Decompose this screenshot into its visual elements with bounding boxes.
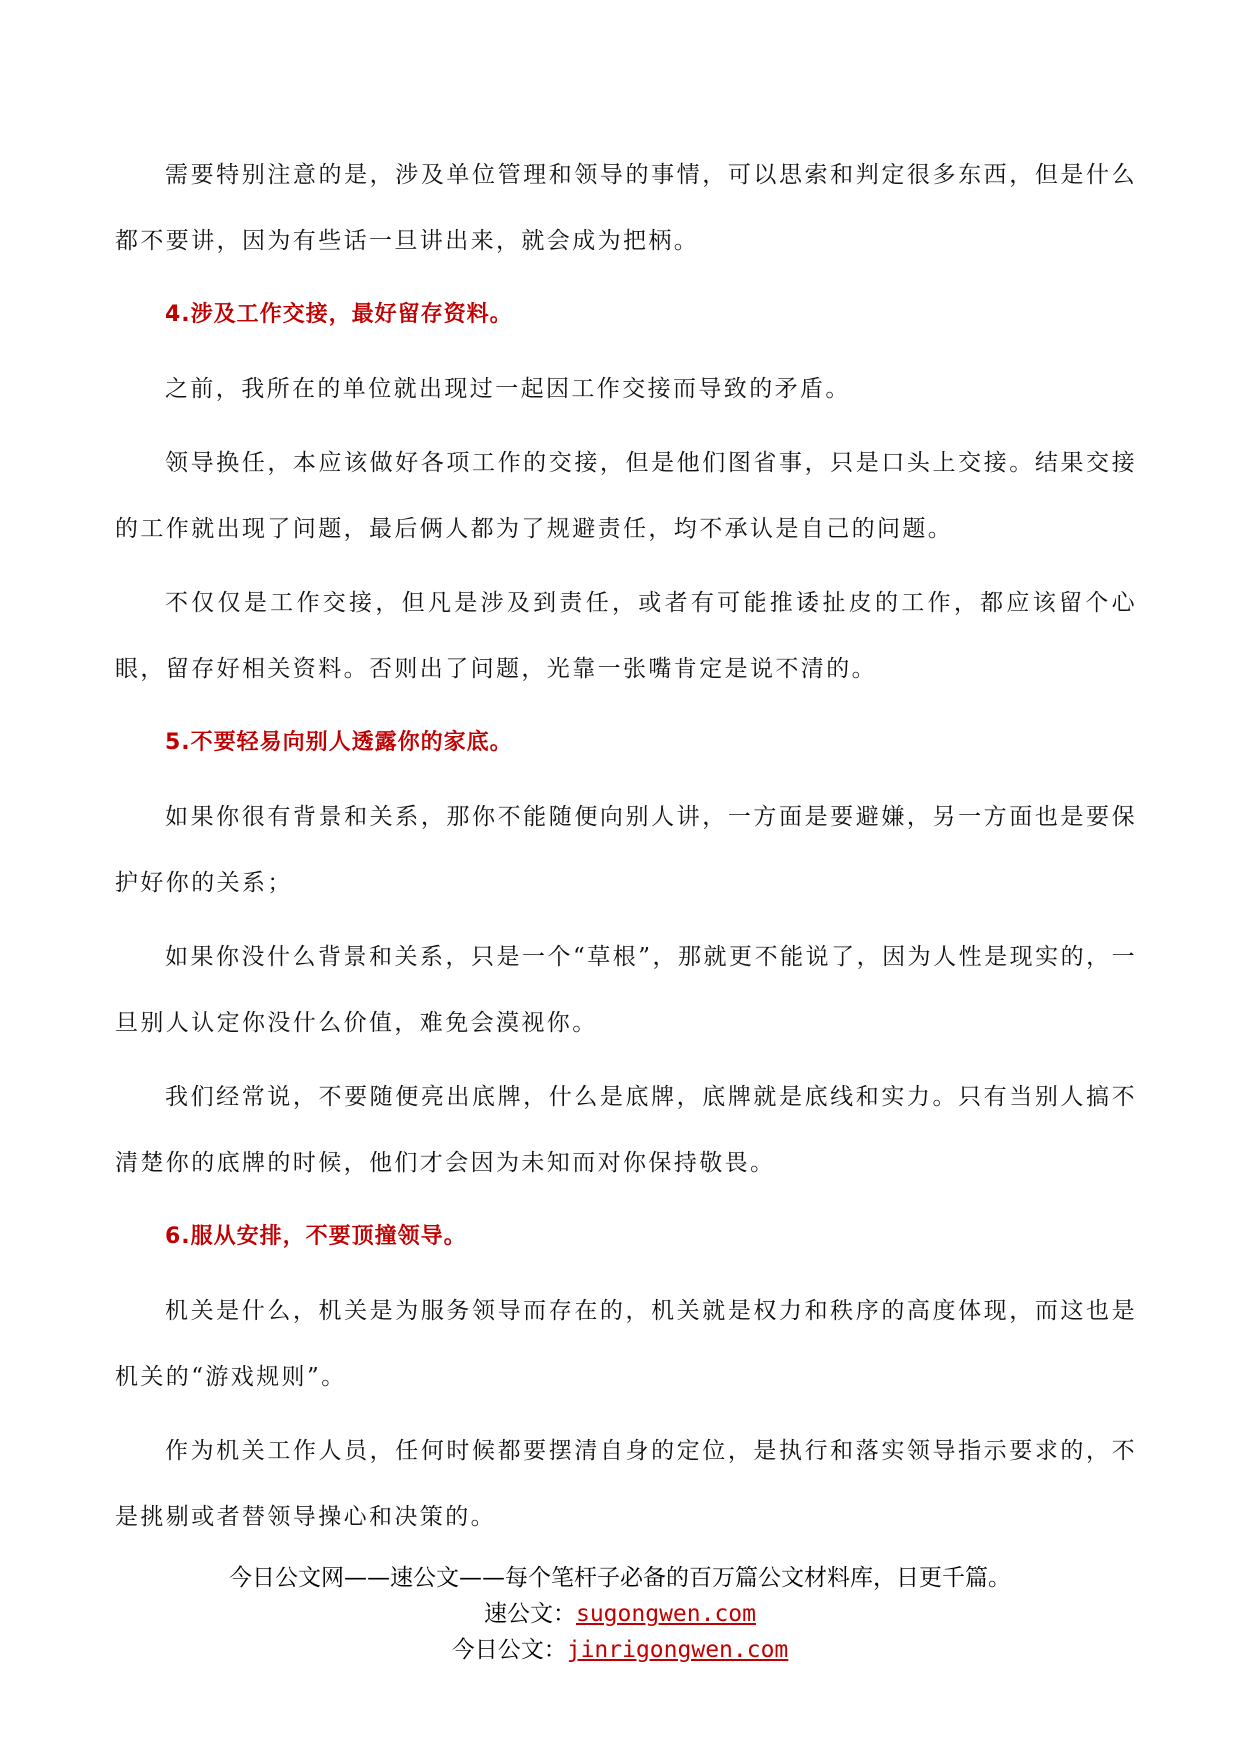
footer-line-sugongwen: [0, 1596, 1240, 1632]
document-body: [115, 142, 1137, 1558]
footer-label-sugongwen: 速公文：: [483, 1601, 576, 1627]
section-heading-4: 4.涉及工作交接，最好留存资料。: [165, 302, 513, 327]
jinrigongwen-link[interactable]: jinrigongwen.com: [566, 1637, 789, 1663]
footer-label-jinrigongwen: 今日公文：: [451, 1637, 567, 1663]
page-footer: [0, 1560, 1240, 1668]
paragraph: 领导换任，本应该做好各项工作的交接，但是他们图省事，只是口头上交接。结果交接的工作就出现了问题，最后俩人都为了规避责任，均不承认是自己的问题。: [115, 450, 1137, 542]
paragraph: 之前，我所在的单位就出现过一起因工作交接而导致的矛盾。: [165, 376, 851, 402]
paragraph: 作为机关工作人员，任何时候都要摆清自身的定位，是执行和落实领导指示要求的，不是挑剔或者替领导操心和决策的。: [115, 1438, 1137, 1530]
sugongwen-link[interactable]: sugongwen.com: [575, 1601, 756, 1627]
section-heading-5: 5.不要轻易向别人透露你的家底。: [165, 730, 513, 755]
paragraph: 机关是什么，机关是为服务领导而存在的，机关就是权力和秩序的高度体现，而这也是机关的“游戏规则”。: [115, 1298, 1137, 1390]
paragraph: 如果你没什么背景和关系，只是一个“草根”，那就更不能说了，因为人性是现实的，一旦别人认定你没什么价值，难免会漠视你。: [115, 944, 1137, 1036]
paragraph: 不仅仅是工作交接，但凡是涉及到责任，或者有可能推诿扯皮的工作，都应该留个心眼，留存好相关资料。否则出了问题，光靠一张嘴肯定是说不清的。: [115, 590, 1137, 682]
paragraph: 如果你很有背景和关系，那你不能随便向别人讲，一方面是要避嫌，另一方面也是要保护好你的关系；: [115, 804, 1137, 896]
paragraph: 需要特别注意的是，涉及单位管理和领导的事情，可以思索和判定很多东西，但是什么都不要讲，因为有些话一旦讲出来，就会成为把柄。: [115, 162, 1137, 254]
section-heading-6: 6.服从安排，不要顶撞领导。: [165, 1224, 467, 1249]
footer-line-jinrigongwen: [0, 1632, 1240, 1668]
paragraph: 我们经常说，不要随便亮出底牌，什么是底牌，底牌就是底线和实力。只有当别人搞不清楚你的底牌的时候，他们才会因为未知而对你保持敬畏。: [115, 1084, 1137, 1176]
footer-slogan: 今日公文网——速公文——每个笔杆子必备的百万篇公文材料库，日更千篇。: [229, 1565, 1011, 1591]
